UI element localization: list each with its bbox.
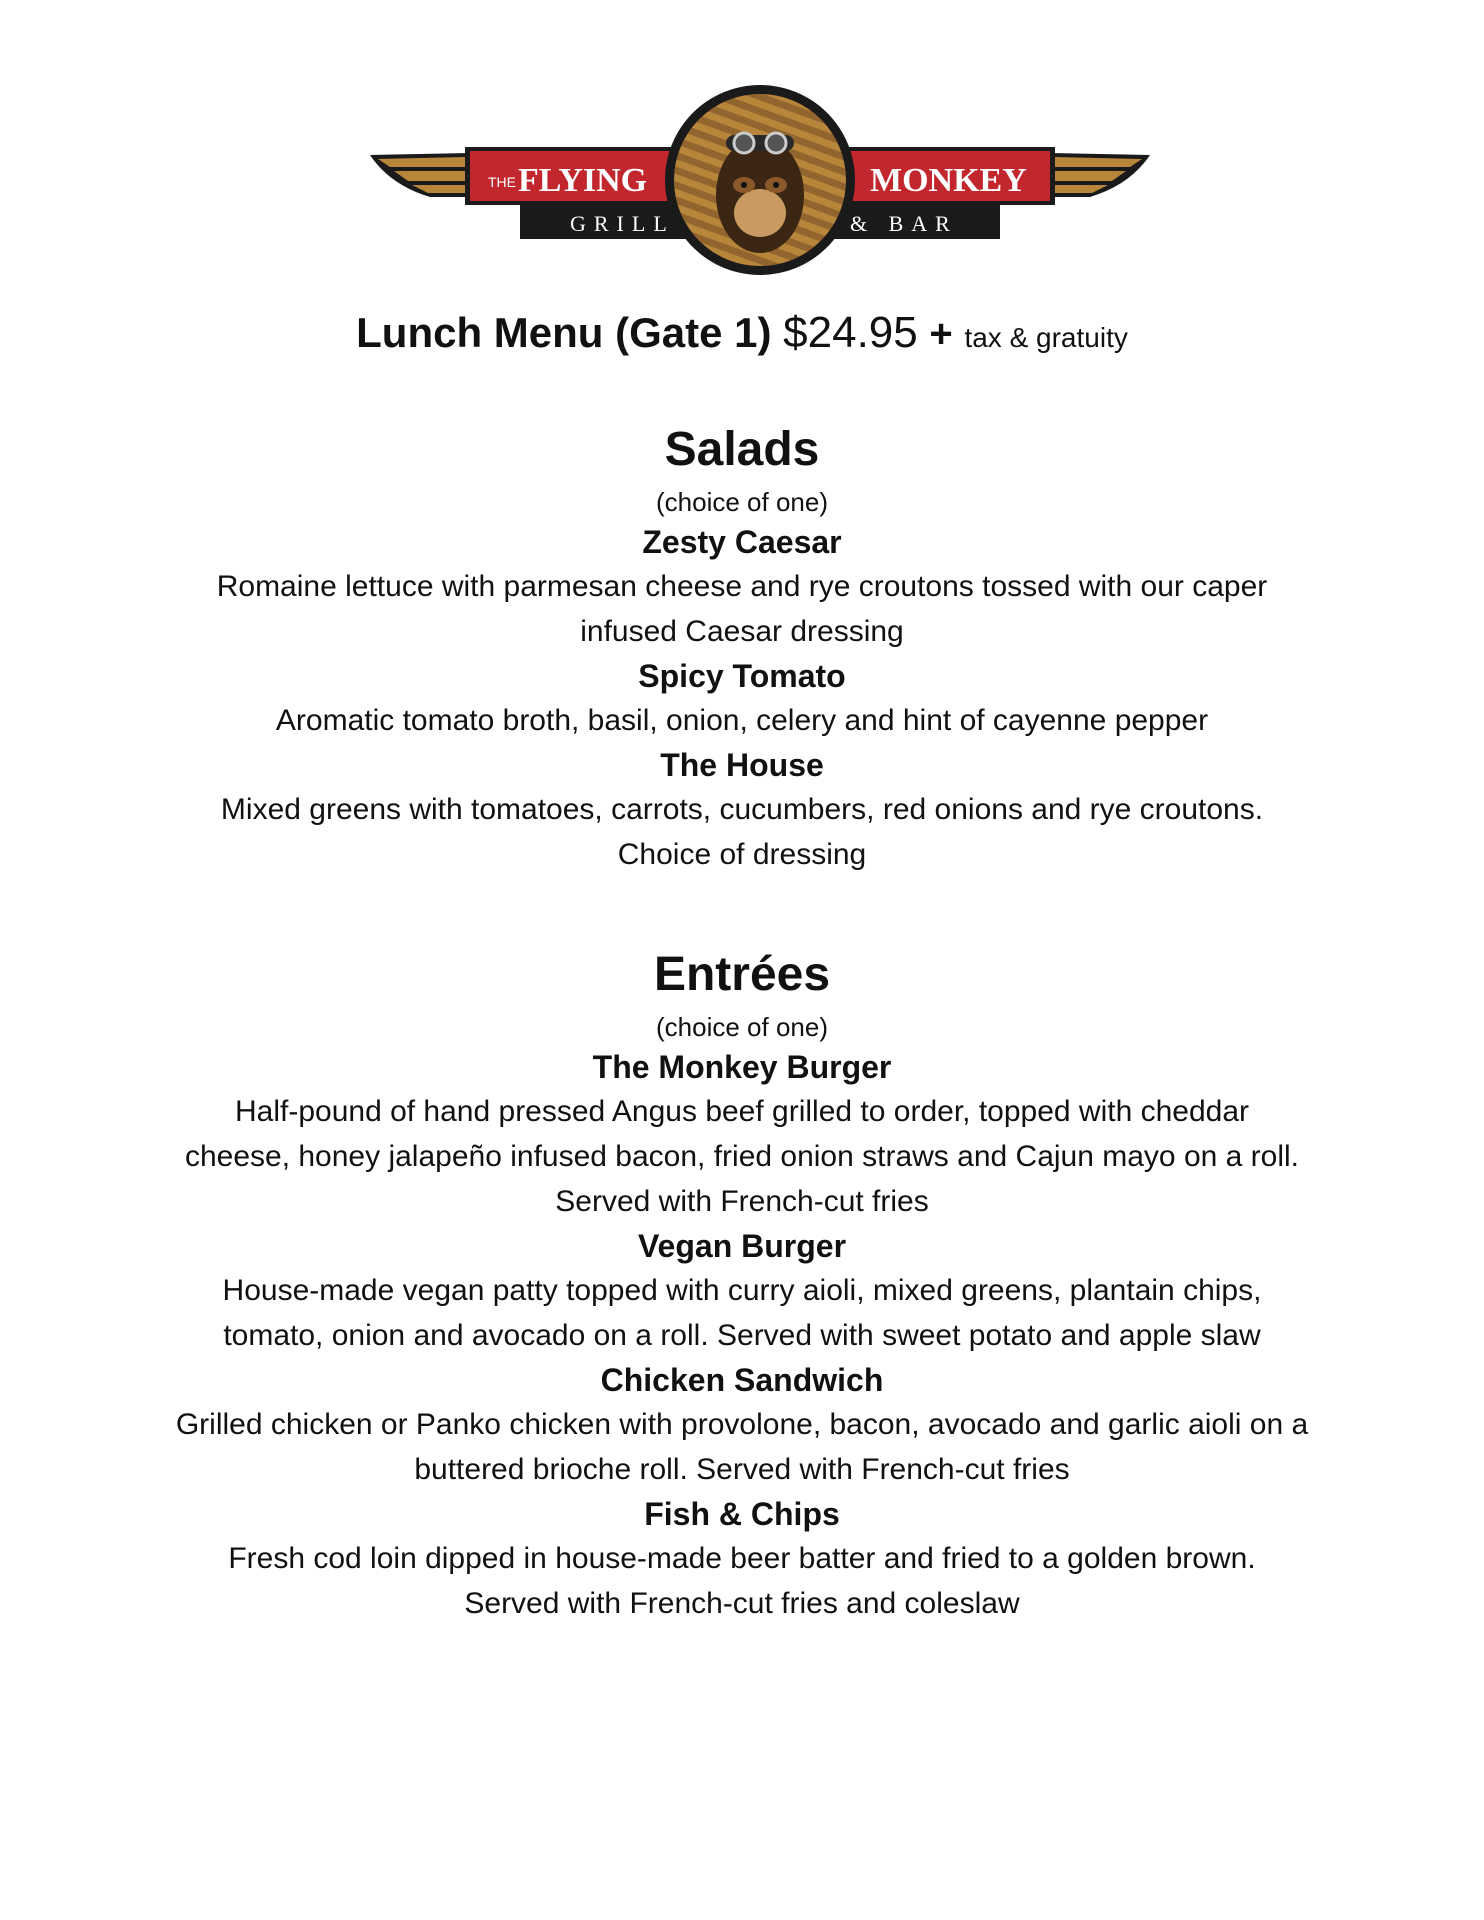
salad-desc: Romaine lettuce with parmesan cheese and rye croutons tossed with our caper infused Caesar dressing (216, 570, 1268, 648)
tax-note: tax & gratuity (964, 322, 1128, 353)
section-title-salads: Salads (664, 423, 820, 476)
flying-monkey-logo (370, 85, 1150, 275)
svg-text:FLYING: FLYING (518, 162, 648, 199)
plus-sign: + (929, 312, 953, 356)
entree-desc: Fresh cod loin dipped in house-made beer batter and fried to a golden brown. Served with French-cut fries and coleslaw (228, 1542, 1256, 1620)
entrees-section (150, 945, 1334, 1626)
entrees-choice-note: (choice of one) (656, 1012, 828, 1042)
svg-text:MONKEY: MONKEY (870, 162, 1027, 199)
svg-text:THE: THE (488, 174, 516, 190)
svg-text:& BAR: & BAR (850, 211, 958, 236)
entree-desc: Half-pound of hand pressed Angus beef grilled to order, topped with cheddar cheese, honey jalapeño infused bacon, fried onion straws and Cajun mayo on a roll. Served with French-cut fries (184, 1095, 1300, 1218)
entree-name: The Monkey Burger (592, 1049, 892, 1085)
entree-name: Vegan Burger (637, 1228, 847, 1264)
menu-title: Lunch Menu (Gate 1) (356, 309, 772, 356)
salads-choice-note: (choice of one) (656, 487, 828, 517)
entree-name: Fish & Chips (644, 1496, 840, 1532)
section-title-entrees: Entrées (653, 948, 831, 1001)
salad-name: Zesty Caesar (642, 524, 842, 560)
right-wing-icon (1050, 153, 1150, 197)
salad-desc: Mixed greens with tomatoes, carrots, cucumbers, red onions and rye croutons. Choice of dressing (220, 793, 1264, 871)
salad-name: Spicy Tomato (638, 658, 846, 694)
entree-desc: Grilled chicken or Panko chicken with provolone, bacon, avocado and garlic aioli on a buttered brioche roll. Served with French-cut fries (175, 1408, 1309, 1486)
salad-desc: Aromatic tomato broth, basil, onion, celery and hint of cayenne pepper (275, 704, 1209, 737)
entree-desc: House-made vegan patty topped with curry aioli, mixed greens, plantain chips, tomato, onion and avocado on a roll. Served with sweet potato and apple slaw (222, 1274, 1262, 1352)
left-wing-icon (370, 153, 470, 197)
menu-price: $24.95 (783, 308, 918, 357)
salads-section (150, 420, 1334, 877)
entree-name: Chicken Sandwich (600, 1362, 884, 1398)
salad-name: The House (660, 747, 824, 783)
menu-heading (150, 305, 1334, 366)
svg-text:GRILL: GRILL (570, 211, 675, 236)
